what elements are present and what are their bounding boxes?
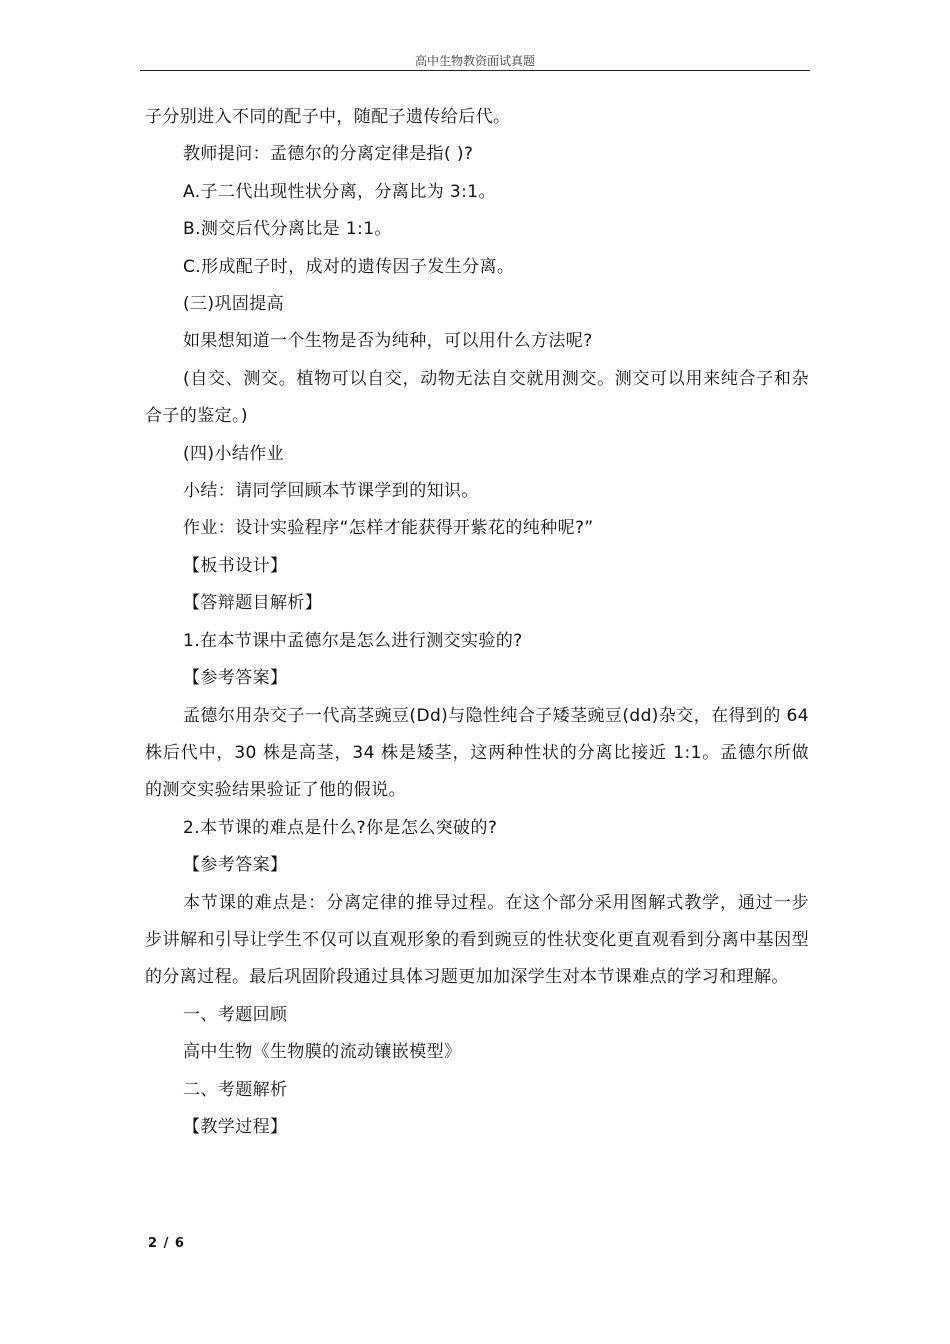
answer: 本节课的难点是：分离定律的推导过程。在这个部分采用图解式教学，通过一步步讲解和引导让学生不仅可以直观形象的看到豌豆的性状变化更直观看到分离中基因型的分离过程。最后巩固阶段通过具体习题更加加深学生对本节课难点的学习和理解。 <box>145 892 809 988</box>
answer: 孟德尔用杂交子一代高茎豌豆(Dd)与隐性纯合子矮茎豌豆(dd)杂交，在得到的 64 株后代中，30 株是高茎，34 株是矮茎，这两种性状的分离比接近 1:1。孟德尔所做的测交实验结果验证了他的假说。 <box>145 705 809 801</box>
section-heading: 一、考题回顾 <box>183 1004 288 1025</box>
section-heading: 二、考题解析 <box>183 1079 288 1100</box>
section-heading: 【参考答案】 <box>183 668 288 689</box>
section-heading: 【教学过程】 <box>183 1116 288 1137</box>
document-body <box>145 99 809 1146</box>
paragraph: 高中生物《生物膜的流动镶嵌模型》 <box>183 1042 462 1063</box>
question: 2.本节课的难点是什么?你是怎么突破的? <box>183 817 498 838</box>
section-heading: 【参考答案】 <box>183 855 288 876</box>
page-number: 2 / 6 <box>148 1236 185 1251</box>
question: 1.在本节课中孟德尔是怎么进行测交实验的? <box>183 630 523 651</box>
section-heading: (三)巩固提高 <box>183 294 285 315</box>
paragraph: 如果想知道一个生物是否为纯种，可以用什么方法呢? <box>183 331 593 352</box>
paragraph: 作业：设计实验程序“怎样才能获得开紫花的纯种呢?” <box>183 518 594 539</box>
paragraph: 子分别进入不同的配子中，随配子遗传给后代。 <box>145 107 511 127</box>
page-header-title: 高中生物教资面试真题 <box>140 52 810 71</box>
section-heading: (四)小结作业 <box>183 443 285 464</box>
paragraph: A.子二代出现性状分离，分离比为 3:1。 <box>183 181 496 202</box>
paragraph: (自交、测交。植物可以自交，动物无法自交就用测交。测交可以用来纯合子和杂合子的鉴定。) <box>145 368 809 427</box>
section-heading: 【板书设计】 <box>183 555 288 576</box>
paragraph: B.测交后代分离比是 1:1。 <box>183 219 392 240</box>
paragraph: C.形成配子时，成对的遗传因子发生分离。 <box>183 256 515 277</box>
paragraph: 教师提问：孟德尔的分离定律是指( )? <box>183 144 474 165</box>
section-heading: 【答辩题目解析】 <box>183 593 323 614</box>
paragraph: 小结：请同学回顾本节课学到的知识。 <box>183 481 479 502</box>
